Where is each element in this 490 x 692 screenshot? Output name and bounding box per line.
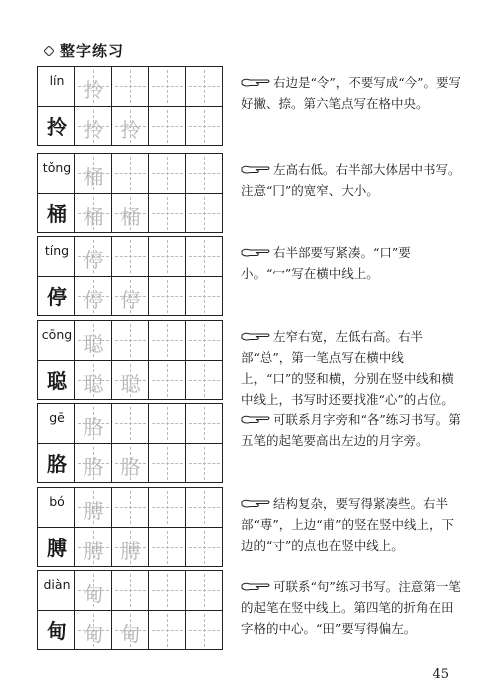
practice-entry [37,487,457,567]
pinyin-label: tǒng [42,160,72,175]
tracing-cell [75,107,112,146]
tracing-cell [75,67,112,106]
trace-character: 甸 [83,622,104,646]
tracing-cell [112,488,149,527]
diamond-bullet-icon [44,46,54,56]
tracing-cell [112,444,149,483]
tracing-cell [75,277,112,316]
pinyin-label: diàn [43,577,71,592]
tip-text: 可联系“句”练习书写。注意第一笔的起笔在竖中线上。第四笔的折角在田字格的中心。“田”要写得偏左。 [241,579,461,636]
character-label: 拎 [47,115,67,139]
tracing-cell [186,444,223,483]
trace-character: 聪 [83,332,104,356]
tracing-cell [186,611,223,650]
tracing-cell [112,321,149,360]
tip-text: 右半部要写紧凑。“口”要小。“冖”写在横中线上。 [241,245,411,281]
tracing-cell [149,67,186,106]
tracing-cell [186,277,223,316]
writing-grid [37,66,223,146]
pointing-hand-icon [241,331,271,342]
tracing-cell [186,237,223,276]
writing-tip [241,326,463,410]
tracing-cell [112,154,149,193]
trace-character: 桶 [83,205,104,229]
character-label: 桶 [47,202,67,226]
writing-grid [37,403,223,483]
tracing-cell [112,528,149,567]
tracing-cell [186,321,223,360]
tracing-cell [149,361,186,400]
practice-entry [37,403,461,483]
section-title: 整字练习 [60,42,125,60]
tracing-cell [186,404,223,443]
page-number: 45 [432,667,449,682]
tracing-cell [112,361,149,400]
tracing-cell [149,404,186,443]
tracing-cell [75,361,112,400]
trace-character: 胳 [120,455,141,479]
tracing-cell [149,444,186,483]
trace-character: 膊 [83,539,104,563]
pointing-hand-icon [241,498,271,509]
pointing-hand-icon [241,247,271,258]
writing-tip [241,409,463,451]
writing-tip [241,493,463,556]
tracing-cell [75,194,112,233]
pinyin-label: bó [49,494,65,509]
tip-text: 左高右低。右半部大体居中书写。注意“冂”的宽窄、大小。 [241,162,461,198]
trace-character: 聪 [120,372,141,396]
trace-character: 甸 [83,582,104,606]
tracing-cell [75,528,112,567]
character-label: 膊 [47,536,67,560]
tracing-cell [149,194,186,233]
trace-character: 聪 [83,372,104,396]
practice-entry [37,570,461,650]
tracing-cell [149,277,186,316]
writing-tip [241,159,463,201]
trace-character: 膊 [120,539,141,563]
tracing-cell [186,194,223,233]
character-label: 胳 [47,452,67,476]
tracing-cell [112,404,149,443]
tracing-cell [149,107,186,146]
character-label: 停 [47,285,67,309]
tracing-cell [112,611,149,650]
trace-character: 胳 [83,455,104,479]
tip-text: 左窄右宽，左低右高。右半部“总”，第一笔点写在横中线上，“口”的竖和横，分别在竖中线和横中线上，书写时还要找准“心”的占位。 [241,329,454,407]
trace-character: 桶 [83,165,104,189]
trace-character: 停 [120,288,141,312]
tracing-cell [149,571,186,610]
tracing-cell [112,277,149,316]
tracing-cell [112,194,149,233]
tip-text: 结构复杂，要写得紧凑些。右半部“尃”，上边“甫”的竖在竖中线上，下边的“寸”的点也在竖中线上。 [241,496,455,553]
pointing-hand-icon [241,414,271,425]
character-label: 甸 [47,619,67,643]
practice-entry [37,66,462,146]
tracing-cell [112,67,149,106]
tracing-cell [186,528,223,567]
tracing-cell [149,237,186,276]
tracing-cell [75,154,112,193]
practice-entry [37,320,457,407]
tracing-cell [75,404,112,443]
trace-character: 停 [83,288,104,312]
tracing-cell [149,611,186,650]
writing-grid [37,320,223,400]
pinyin-label: tíng [44,243,70,258]
tracing-cell [149,154,186,193]
tracing-cell [186,571,223,610]
tracing-cell [75,237,112,276]
tip-text: 可联系月字旁和“各”练习书写。第五笔的起笔要高出左边的月字旁。 [241,412,461,448]
trace-character: 拎 [120,118,141,142]
tracing-cell [75,488,112,527]
tracing-cell [75,611,112,650]
section-heading [44,40,124,61]
practice-entry [37,236,457,316]
tracing-cell [112,107,149,146]
pointing-hand-icon [241,164,271,175]
trace-character: 甸 [120,622,141,646]
pinyin-label: gē [49,410,65,425]
trace-character: 拎 [83,78,104,102]
tracing-cell [149,321,186,360]
tip-text: 右边是“令”，不要写成“今”。要写好撇、捺。第六笔点写在格中央。 [241,75,462,111]
trace-character: 膊 [83,499,104,523]
tracing-cell [149,528,186,567]
tracing-cell [186,154,223,193]
tracing-cell [75,571,112,610]
tracing-cell [186,107,223,146]
writing-tip [241,242,463,284]
pinyin-label: lín [49,73,65,88]
writing-grid [37,153,223,233]
tracing-cell [186,488,223,527]
practice-entry [37,153,461,233]
pointing-hand-icon [241,581,271,592]
tracing-cell [112,237,149,276]
tracing-cell [186,361,223,400]
tracing-cell [75,321,112,360]
writing-tip [241,72,463,114]
trace-character: 停 [83,248,104,272]
pointing-hand-icon [241,77,271,88]
trace-character: 胳 [83,415,104,439]
writing-grid [37,487,223,567]
tracing-cell [112,571,149,610]
tracing-cell [149,488,186,527]
trace-character: 拎 [83,118,104,142]
trace-character: 桶 [120,205,141,229]
writing-grid [37,570,223,650]
character-label: 聪 [47,369,67,393]
tracing-cell [75,444,112,483]
pinyin-label: cōng [41,327,73,342]
writing-tip [241,576,463,639]
writing-grid [37,236,223,316]
tracing-cell [186,67,223,106]
